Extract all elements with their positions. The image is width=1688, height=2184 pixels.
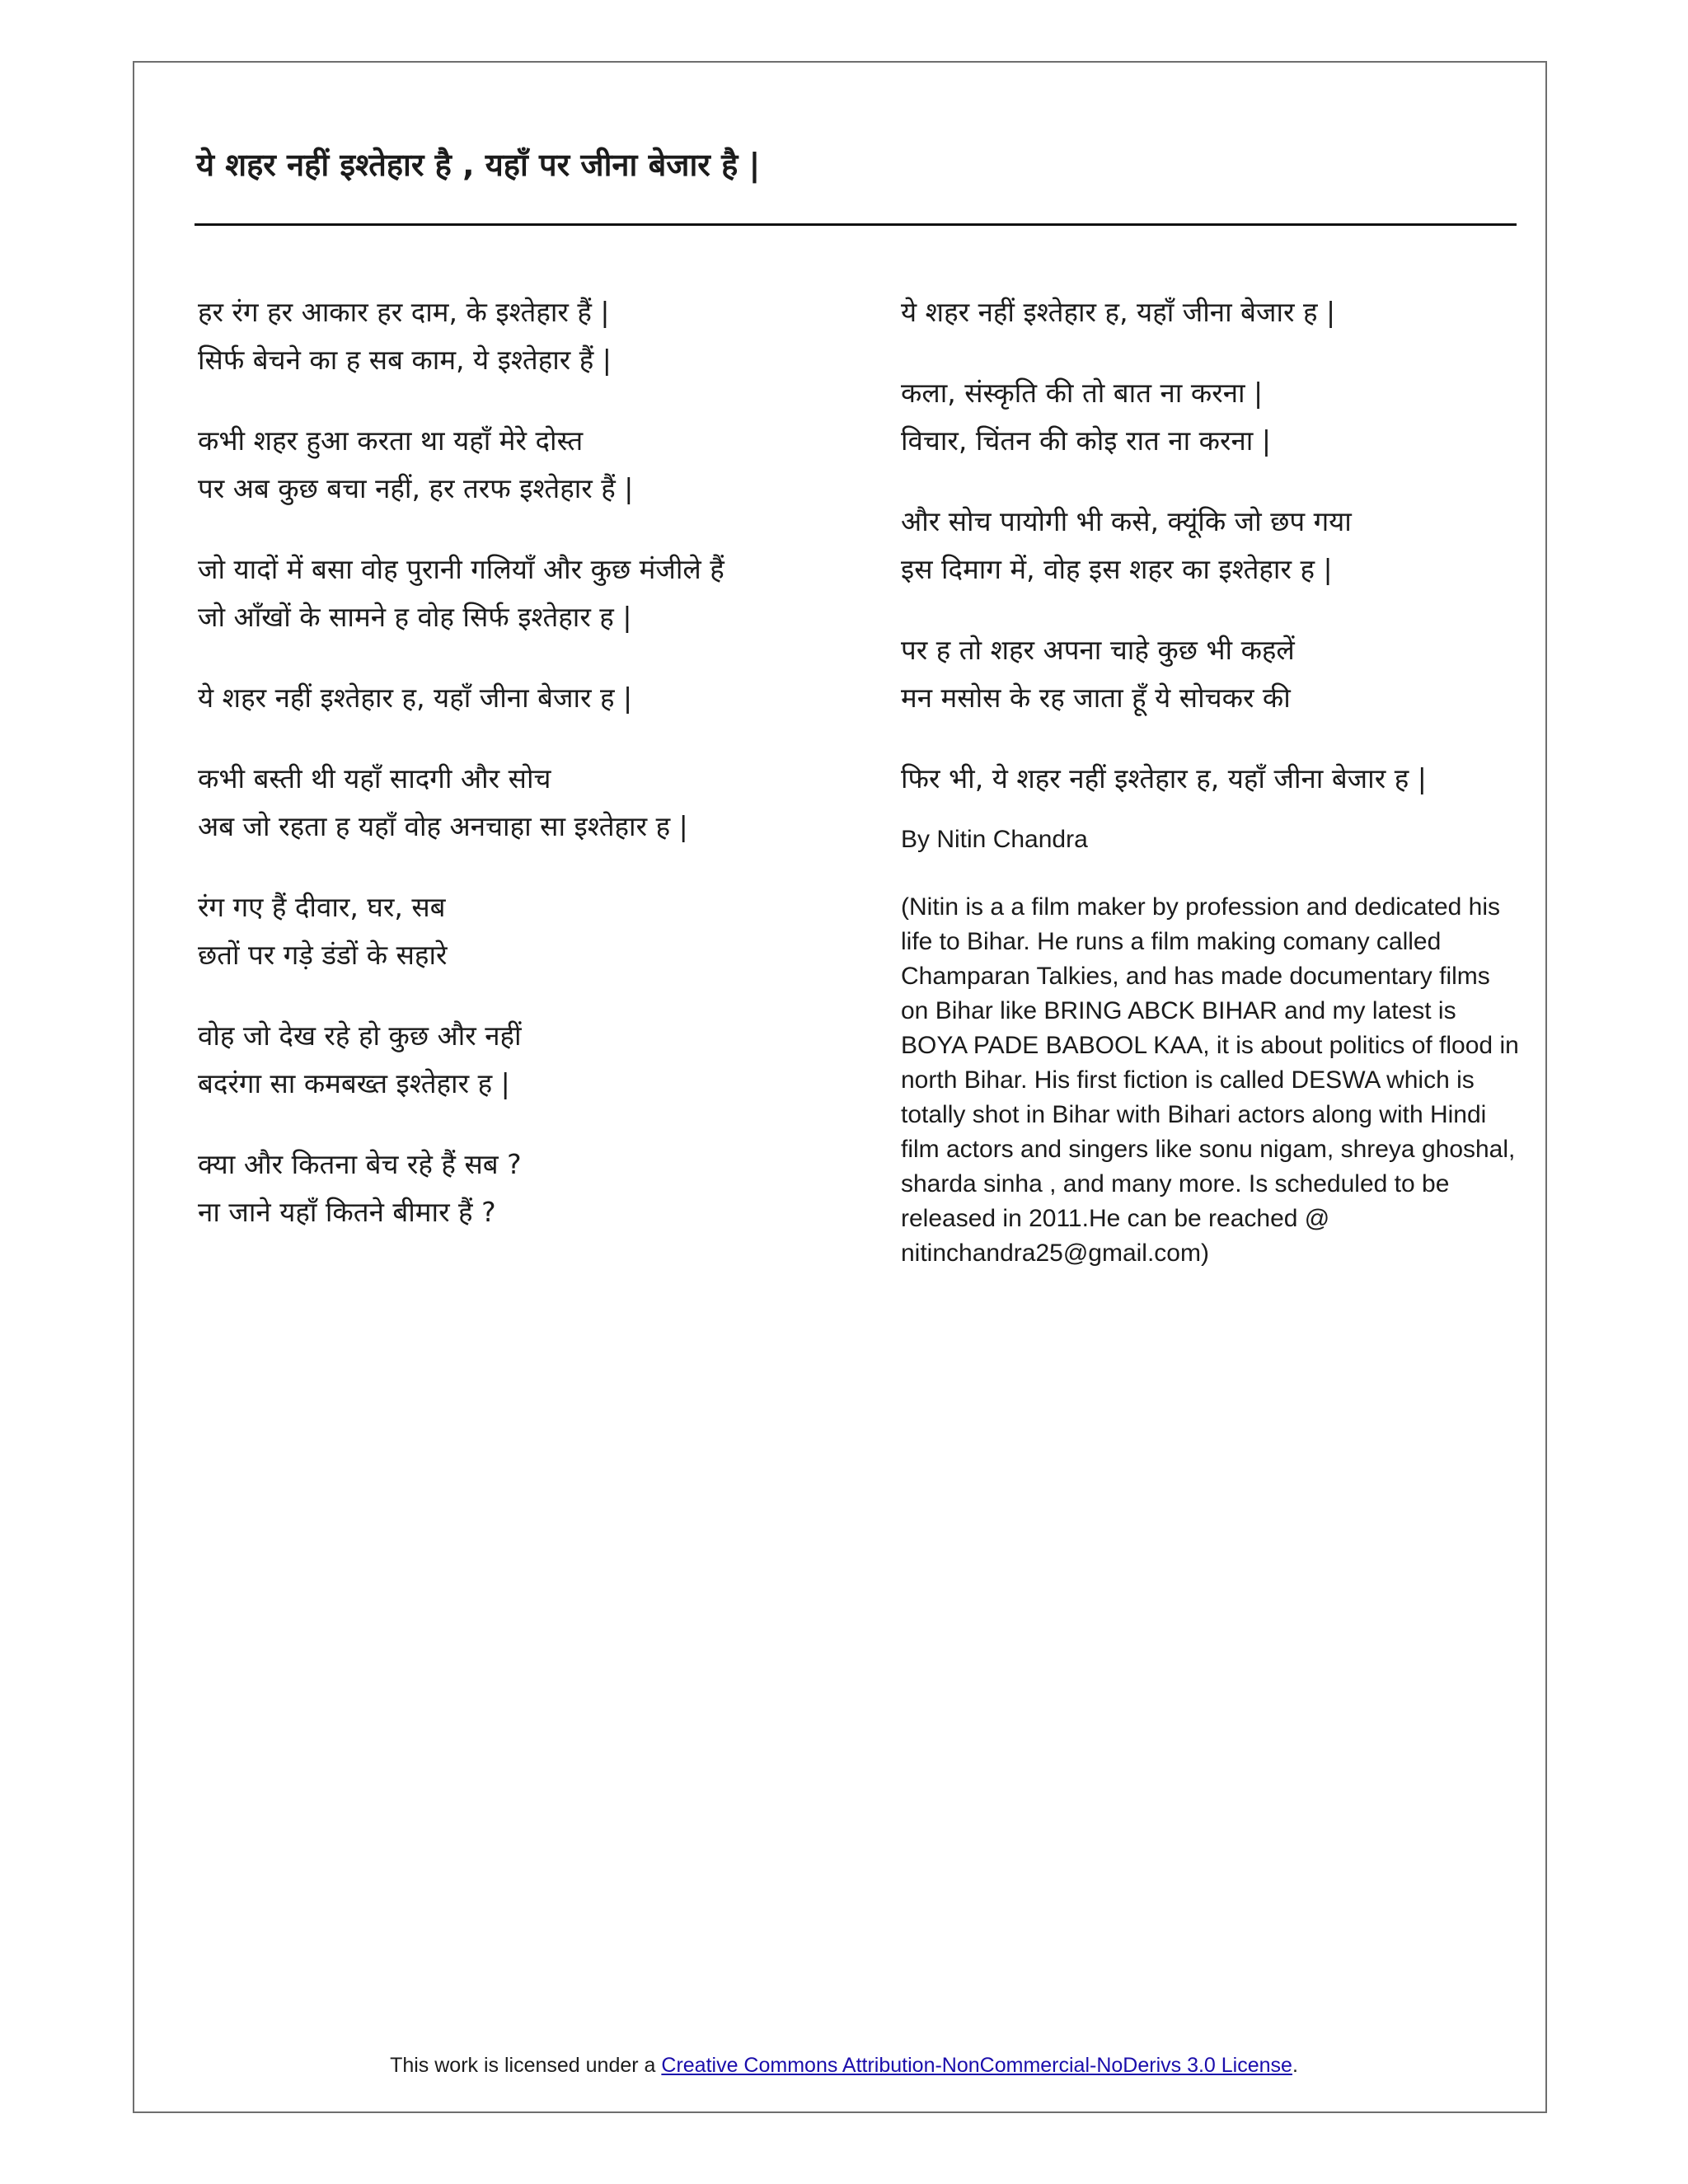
stanza	[901, 498, 1519, 593]
poem-line: पर ह तो शहर अपना चाहे कुछ भी कहलें	[901, 634, 1295, 666]
poem-line: मन मसोस के रह जाता हूँ ये सोचकर की	[901, 682, 1291, 714]
left-column	[198, 288, 824, 1269]
poem-line: कभी बस्ती थी यहाँ सादगी और सोच	[198, 762, 551, 794]
author-bio: (Nitin is a a film maker by profession and dedicated his life to Bihar. He runs a film making comany called Champaran Talkies, and has made documentary films on Bihar like BRING ABCK BIHAR and my latest is BOYA PADE BABOOL KAA, it is about politics of flood in north Bihar. His first fiction is called DESWA which is totally shot in Bihar with Bihari actors along with Hindi film actors and singers like sonu nigam, shreya ghoshal, sharda sinha , and many more. Is scheduled to be released in 2011.He can be reached @ nitinchandra25@gmail.com)	[901, 893, 1519, 1267]
stanza	[198, 546, 824, 641]
author-byline: By Nitin Chandra	[901, 826, 1088, 853]
poem-title: ये शहर नहीं इश्तेहार है , यहाँ पर जीना बेजार है |	[196, 147, 761, 183]
poem-line: सिर्फ बेचने का ह सब काम, ये इश्तेहार हैं |	[198, 344, 612, 376]
stanza	[198, 1141, 824, 1236]
stanza	[198, 883, 824, 979]
poem-line: ये शहर नहीं इश्तेहार ह, यहाँ जीना बेजार ह |	[198, 682, 633, 714]
stanza	[901, 755, 1519, 803]
stanza	[198, 755, 824, 851]
stanza	[901, 288, 1519, 336]
poem-line: अब जो रहता ह यहाँ वोह अनचाहा सा इश्तेहार ह |	[198, 810, 688, 842]
stanza	[198, 288, 824, 384]
stanza	[198, 674, 824, 722]
poem-line: बदरंगा सा कमबख्त इश्तेहार ह |	[198, 1067, 510, 1099]
poem-line: फिर भी, ये शहर नहीं इश्तेहार ह, यहाँ जीना बेजार ह |	[901, 762, 1427, 794]
poem-line: वोह जो देख रहे हो कुछ और नहीं	[198, 1019, 522, 1052]
poem-line: इस दिमाग में, वोह इस शहर का इश्तेहार ह |	[901, 553, 1333, 585]
license-text: This work is licensed under a	[390, 2054, 662, 2077]
stanza	[198, 417, 824, 513]
poem-line: जो आँखों के सामने ह वोह सिर्फ इश्तेहार ह |	[198, 601, 632, 633]
poem-line: रंग गए हैं दीवार, घर, सब	[198, 891, 446, 923]
poem-line: कला, संस्कृति की तो बात ना करना |	[901, 377, 1264, 409]
title-divider	[195, 223, 1517, 226]
poem-line: जो यादों में बसा वोह पुरानी गलियाँ और कुछ मंजीले हैं	[198, 553, 724, 585]
poem-line: ना जाने यहाँ कितने बीमार हैं ?	[198, 1196, 496, 1228]
poem-line: हर रंग हर आकार हर दाम, के इश्तेहार हैं |	[198, 296, 610, 328]
license-suffix: .	[1292, 2054, 1298, 2077]
poem-line: कभी शहर हुआ करता था यहाँ मेरे दोस्त	[198, 424, 584, 457]
poem-line: छतों पर गड़े डंडों के सहारे	[198, 939, 448, 971]
right-column	[901, 288, 1519, 1271]
poem-line: और सोच पायोगी भी कसे, क्यूंकि जो छप गया	[901, 505, 1352, 537]
poem-line: ये शहर नहीं इश्तेहार ह, यहाँ जीना बेजार ह |	[901, 296, 1336, 328]
license-footer	[0, 2050, 1688, 2080]
license-link[interactable]: Creative Commons Attribution-NonCommercial-NoDerivs 3.0 License	[661, 2054, 1292, 2077]
stanza	[901, 369, 1519, 465]
stanza	[901, 626, 1519, 722]
poem-line: क्या और कितना बेच रहे हैं सब ?	[198, 1148, 522, 1180]
poem-line: विचार, चिंतन की कोइ रात ना करना |	[901, 424, 1271, 457]
poem-line: पर अब कुछ बचा नहीं, हर तरफ इश्तेहार हैं |	[198, 472, 634, 504]
stanza	[198, 1012, 824, 1108]
